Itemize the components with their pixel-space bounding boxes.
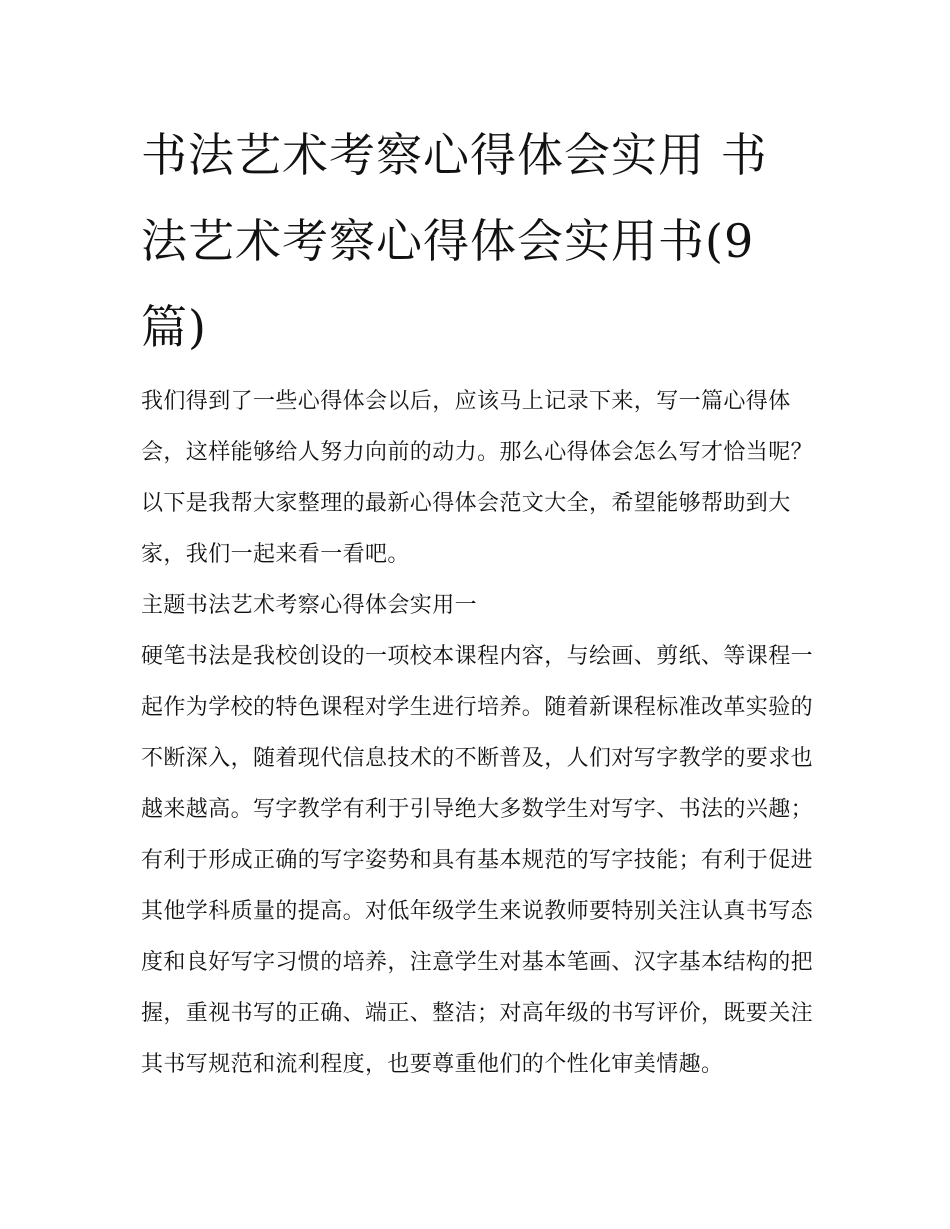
section-heading: 主题书法艺术考察心得体会实用一 bbox=[141, 593, 478, 618]
body-paragraph: 硬笔书法是我校创设的一项校本课程内容，与绘画、剪纸、等课程一起作为学校的特色课程对学生进行培养。随着新课程标准改革实验的不断深入，随着现代信息技术的不断普及，人们对写字教学的要求也越来越高。写字教学有利于引导绝大多数学生对写字、书法的兴趣；有利于形成正确的写字姿势和具有基本规范的写字技能；有利于促进其他学科质量的提高。对低年级学生来说教师要特别关注认真书写态度和良好写字习惯的培养，注意学生对基本笔画、汉字基本结构的把握，重视书写的正确、端正、整洁；对高年级的书写评价，既要关注其书写规范和流利程度，也要尊重他们的个性化审美情趣。 bbox=[141, 644, 814, 1077]
intro-paragraph: 我们得到了一些心得体会以后，应该马上记录下来，写一篇心得体会，这样能够给人努力向前的动力。那么心得体会怎么写才恰当呢？以下是我帮大家整理的最新心得体会范文大全，希望能够帮助到大家，我们一起来看一看吧。 bbox=[141, 389, 814, 567]
document-page bbox=[141, 112, 813, 1090]
document-body bbox=[141, 376, 813, 1090]
document-title: 书法艺术考察心得体会实用 书法艺术考察心得体会实用书(9篇) bbox=[141, 128, 768, 354]
